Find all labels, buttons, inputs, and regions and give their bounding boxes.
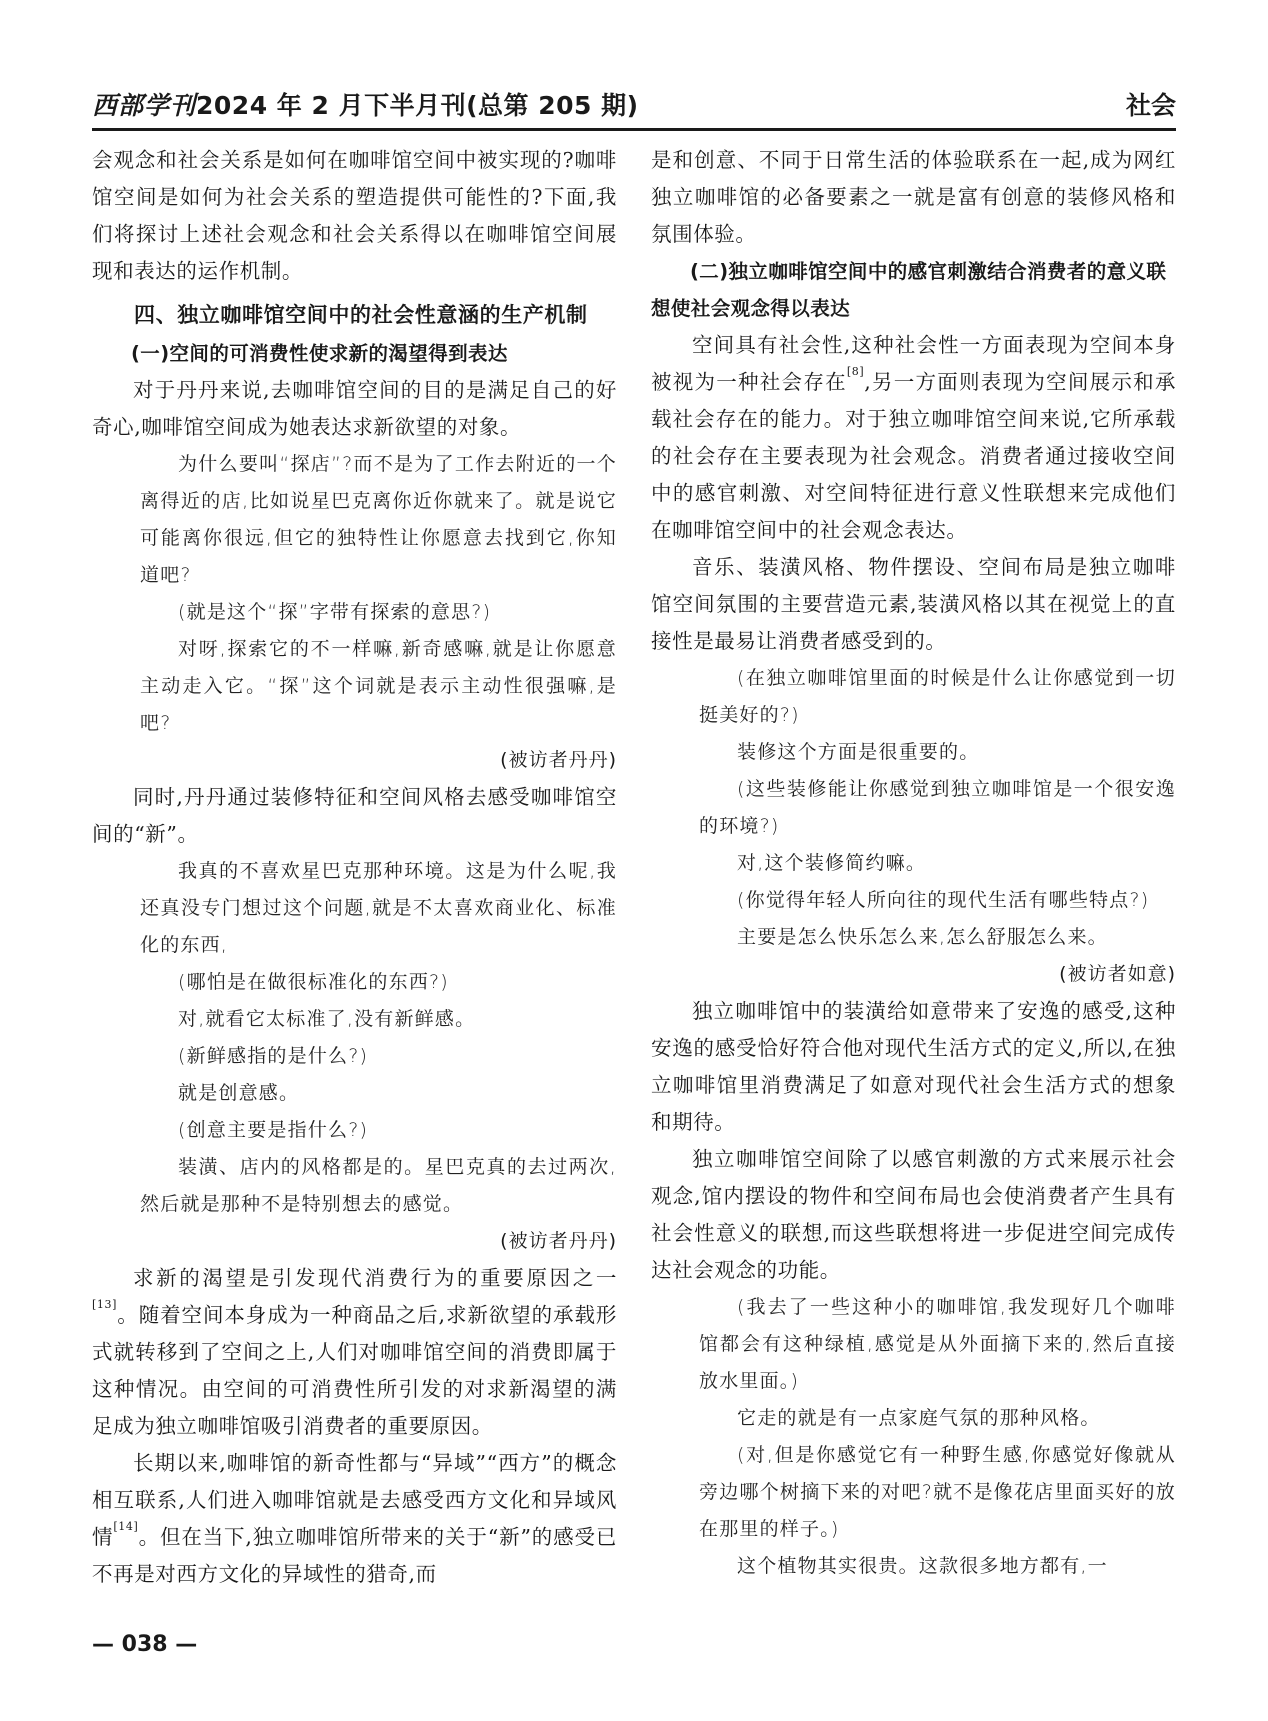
text-run: 长期以来,咖啡馆的新奇性都与“异域”“西方”的概念相互联系,人们进入咖啡馆就是去感受西方文化和异域风情 — [92, 1451, 617, 1549]
subsection-heading: (二)独立咖啡馆空间中的感官刺激结合消费者的意义联想使社会观念得以表达 — [651, 260, 1167, 320]
text-run: 空间具有社会性,这种社会性一方面表现为空间本身被视为一种社会存在 — [651, 333, 1176, 394]
issue-info: 2024 年 2 月下半月刊(总第 205 期) — [196, 91, 639, 120]
citation: [13] — [92, 1298, 117, 1311]
interview-quote: 就是创意感。 — [178, 1082, 300, 1104]
interview-quote: 对呀,探索它的不一样嘛,新奇感嘛,就是让你愿意主动走入它。“探”这个词就是表示主动性很强嘛,是吧? — [140, 638, 617, 734]
interviewee-attribution: (被访者丹丹) — [500, 1230, 617, 1252]
paragraph: 独立咖啡馆中的装潢给如意带来了安逸的感受,这种安逸的感受恰好符合他对现代生活方式的定义,所以,在独立咖啡馆里消费满足了如意对现代社会生活方式的想象和期待。 — [651, 999, 1176, 1134]
interview-quote: 对,这个装修简约嘛。 — [737, 852, 927, 874]
paragraph — [651, 327, 1176, 549]
journal-logo: 西部学刊 — [92, 91, 197, 120]
paragraph: 对于丹丹来说,去咖啡馆空间的目的是满足自己的好奇心,咖啡馆空间成为她表达求新欲望的对象。 — [92, 378, 617, 439]
interview-quote: 对,就看它太标准了,没有新鲜感。 — [178, 1008, 476, 1030]
interview-quote: 装潢、店内的风格都是的。星巴克真的去过两次,然后就是那种不是特别想去的感觉。 — [140, 1156, 617, 1215]
paragraph: 音乐、装潢风格、物件摆设、空间布局是独立咖啡馆空间氛围的主要营造元素,装潢风格以其在视觉上的直接性是最易让消费者感受到的。 — [651, 555, 1176, 653]
interview-quote: (对,但是你感觉它有一种野生感,你感觉好像就从旁边哪个树摘下来的对吧?就不是像花店里面买好的放在那里的样子。) — [699, 1444, 1176, 1540]
left-column — [92, 142, 617, 1593]
paragraph — [92, 1260, 617, 1445]
paragraph: 同时,丹丹通过装修特征和空间风格去感受咖啡馆空间的“新”。 — [92, 785, 617, 846]
paragraph — [92, 1445, 617, 1593]
text-run: ,另一方面则表现为空间展示和承载社会存在的能力。对于独立咖啡馆空间来说,它所承载的社会存在主要表现为社会观念。消费者通过接收空间中的感官刺激、对空间特征进行意义性联想来完成他们在咖啡馆空间中的社会观念表达。 — [651, 370, 1176, 542]
subsection-heading: (一)空间的可消费性使求新的渴望得到表达 — [131, 342, 508, 365]
right-column — [651, 142, 1176, 1585]
citation: [14] — [113, 1520, 139, 1533]
interview-quote: 为什么要叫“探店”?而不是为了工作去附近的一个离得近的店,比如说星巴克离你近你就来了。就是说它可能离你很远,但它的独特性让你愿意去找到它,你知道吧? — [140, 453, 617, 586]
interview-quote: (在独立咖啡馆里面的时候是什么让你感觉到一切挺美好的?) — [699, 667, 1176, 726]
interviewee-attribution: (被访者丹丹) — [500, 749, 617, 771]
section-heading: 四、独立咖啡馆空间中的社会性意涵的生产机制 — [134, 303, 588, 327]
text-run: 。但在当下,独立咖啡馆所带来的关于“新”的感受已不再是对西方文化的异域性的猎奇,而 — [92, 1525, 617, 1586]
paragraph: 独立咖啡馆空间除了以感官刺激的方式来展示社会观念,馆内摆设的物件和空间布局也会使消费者产生具有社会性意义的联想,而这些联想将进一步促进空间完成传达社会观念的功能。 — [651, 1147, 1176, 1282]
interview-quote: 主要是怎么快乐怎么来,怎么舒服怎么来。 — [737, 926, 1108, 948]
text-run: 。随着空间本身成为一种商品之后,求新欲望的承载形式就转移到了空间之上,人们对咖啡馆空间的消费即属于这种情况。由空间的可消费性所引发的对求新渴望的满足成为独立咖啡馆吸引消费者的重要原因。 — [92, 1303, 617, 1438]
interview-quote: 它走的就是有一点家庭气氛的那种风格。 — [737, 1407, 1101, 1429]
interview-quote: 装修这个方面是很重要的。 — [737, 741, 980, 763]
interview-quote: (创意主要是指什么?) — [178, 1119, 369, 1141]
paragraph: 会观念和社会关系是如何在咖啡馆空间中被实现的?咖啡馆空间是如何为社会关系的塑造提供可能性的?下面,我们将探讨上述社会观念和社会关系得以在咖啡馆空间展现和表达的运作机制。 — [92, 148, 617, 283]
running-header — [92, 82, 1176, 126]
journal-title — [92, 86, 639, 122]
page-number: — 038 — — [92, 1632, 198, 1657]
interviewee-attribution: (被访者如意) — [1059, 963, 1176, 985]
interview-quote: (这些装修能让你感觉到独立咖啡馆是一个很安逸的环境?) — [699, 778, 1176, 837]
interview-quote: 这个植物其实很贵。这款很多地方都有,一 — [737, 1555, 1108, 1577]
paragraph: 是和创意、不同于日常生活的体验联系在一起,成为网红独立咖啡馆的必备要素之一就是富有创意的装修风格和氛围体验。 — [651, 148, 1176, 246]
interview-quote: (新鲜感指的是什么?) — [178, 1045, 369, 1067]
section-label: 社会 — [1125, 91, 1176, 120]
interview-quote: (我去了一些这种小的咖啡馆,我发现好几个咖啡馆都会有这种绿植,感觉是从外面摘下来的,然后直接放水里面。) — [699, 1296, 1176, 1392]
interview-quote: (哪怕是在做很标准化的东西?) — [178, 971, 449, 993]
header-rule — [92, 128, 1176, 131]
citation: [8] — [846, 365, 865, 378]
interview-quote: (就是这个“探”字带有探索的意思?) — [178, 601, 492, 623]
interview-quote: (你觉得年轻人所向往的现代生活有哪些特点?) — [737, 889, 1150, 911]
text-run: 求新的渴望是引发现代消费行为的重要原因之一 — [133, 1266, 617, 1290]
interview-quote: 我真的不喜欢星巴克那种环境。这是为什么呢,我还真没专门想过这个问题,就是不太喜欢商业化、标准化的东西, — [140, 860, 617, 956]
